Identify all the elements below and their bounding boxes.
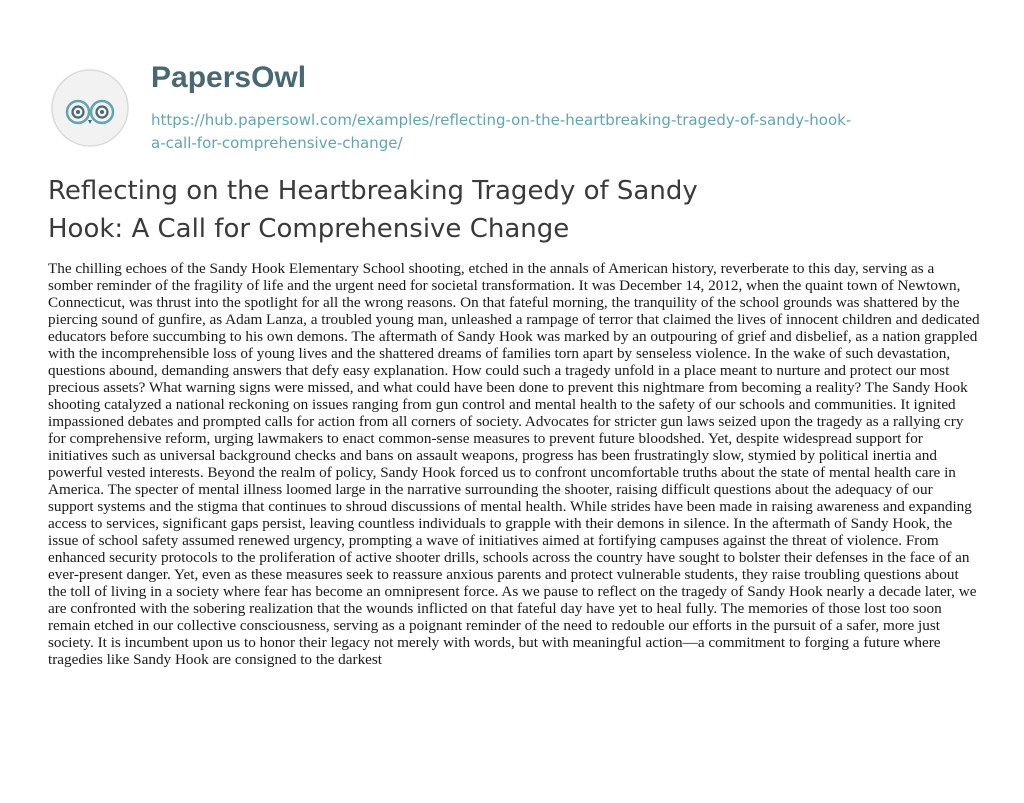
title-line-2: Hook: A Call for Comprehensive Change — [48, 214, 570, 244]
url-line-2: a-call-for-comprehensive-change/ — [151, 134, 403, 152]
article-url-link[interactable] — [151, 109, 951, 155]
url-line-1: https://hub.papersowl.com/examples/reflecting-on-the-heartbreaking-tragedy-of-sandy-hook- — [151, 111, 852, 129]
brand-name[interactable]: PapersOwl — [151, 61, 307, 94]
title-line-1: Reflecting on the Heartbreaking Tragedy of Sandy — [48, 176, 698, 206]
article-body: The chilling echoes of the Sandy Hook Elementary School shooting, etched in the annals of American history, reverberate to this day, serving as a somber reminder of the fragility of life and the urgent need for societal transformation. It was December 14, 2012, when the quaint town of Newtown, Connecticut, was thrust into the spotlight for all the wrong reasons. On that fateful morning, the tranquility of the school grounds was shattered by the piercing sound of gunfire, as Adam Lanza, a troubled young man, unleashed a rampage of terror that claimed the lives of innocent children and dedicated educators before succumbing to his own demons. The aftermath of Sandy Hook was marked by an outpouring of grief and disbelief, as a nation grappled with the incomprehensible loss of young lives and the shattered dreams of families torn apart by senseless violence. In the wake of such devastation, questions abound, demanding answers that defy easy explanation. How could such a tragedy unfold in a place meant to nurture and protect our most precious assets? What warning signs were missed, and what could have been done to prevent this nightmare from becoming a reality? The Sandy Hook shooting catalyzed a national reckoning on issues ranging from gun control and mental health to the safety of our schools and communities. It ignited impassioned debates and prompted calls for action from all corners of society. Advocates for stricter gun laws seized upon the tragedy as a rallying cry for comprehensive reform, urging lawmakers to enact common-sense measures to prevent future bloodshed. Yet, despite widespread support for initiatives such as universal background checks and bans on assault weapons, progress has been frustratingly slow, stymied by political inertia and powerful vested interests. Beyond the realm of policy, Sandy Hook forced us to confront uncomfortable truths about the state of mental health care in America. The specter of mental illness loomed large in the narrative surrounding the shooter, raising difficult questions about the adequacy of our support systems and the stigma that continues to shroud discussions of mental health. While strides have been made in raising awareness and expanding access to services, significant gaps persist, leaving countless individuals to grapple with their demons in silence. In the aftermath of Sandy Hook, the issue of school safety assumed renewed urgency, prompting a wave of initiatives aimed at fortifying campuses against the threat of violence. From enhanced security protocols to the proliferation of active shooter drills, schools across the country have sought to bolster their defenses in the face of an ever-present danger. Yet, even as these measures seek to reassure anxious parents and protect vulnerable students, they raise troubling questions about the toll of living in a society where fear has become an omnipresent force. As we pause to reflect on the tragedy of Sandy Hook nearly a decade later, we are confronted with the sobering realization that the wounds inflicted on that fateful day have yet to heal fully. The memories of those lost too soon remain etched in our collective consciousness, serving as a poignant reminder of the need to redouble our efforts in the pursuit of a safer, more just society. It is incumbent upon us to honor their legacy not merely with words, but with meaningful action—a commitment to forging a future where tragedies like Sandy Hook are consigned to the darkest — [48, 260, 980, 668]
owl-eyes-icon — [50, 68, 130, 148]
article-title — [48, 172, 808, 248]
site-header — [50, 58, 990, 158]
owl-logo-icon[interactable] — [50, 68, 130, 148]
